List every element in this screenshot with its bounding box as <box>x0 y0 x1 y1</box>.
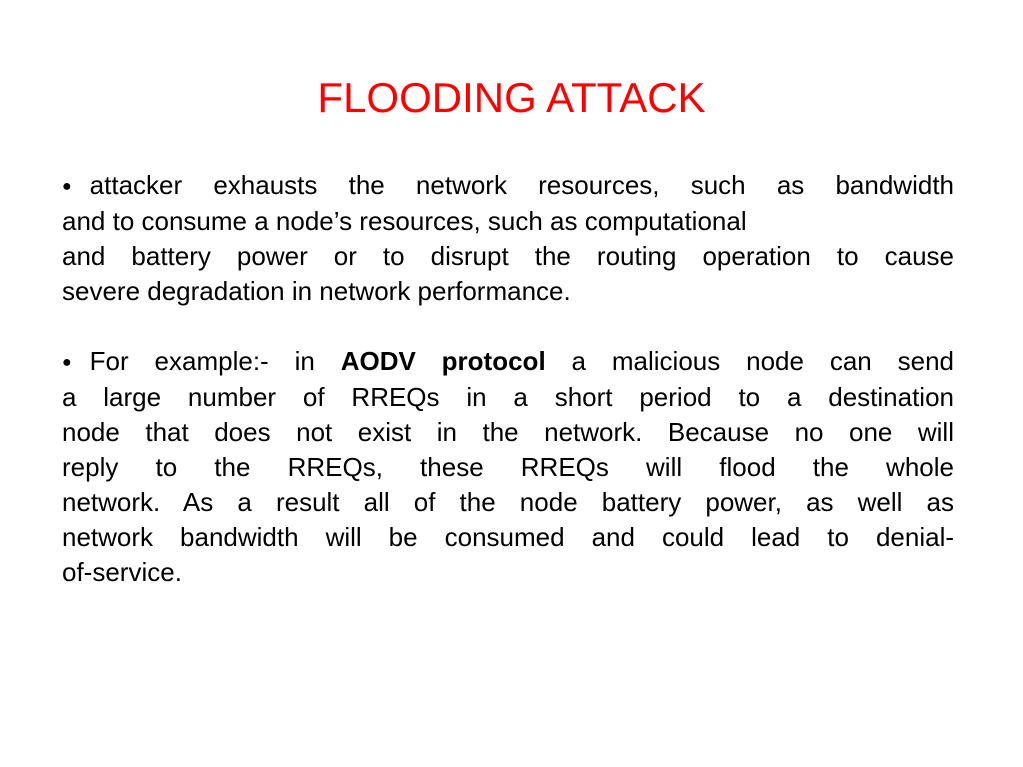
bullet-1-line-1-text: attacker exhausts the network resources, such as bandwidth <box>89 170 954 200</box>
bullet-2-tail-text: a malicious node can send <box>545 346 954 376</box>
bullet-1-line-4: severe degradation in network performance. <box>62 276 571 306</box>
slide-content <box>62 168 954 590</box>
bullet-dot-icon: ● <box>62 354 72 371</box>
slide-title: FLOODING ATTACK <box>317 74 706 121</box>
bullet-2-line-6: network bandwidth will be consumed and could lead to denial- <box>62 522 954 552</box>
bullet-2-lead-text: For example:- in <box>89 346 341 376</box>
bullet-paragraph-1 <box>62 168 954 309</box>
bullet-2-line-1 <box>62 344 954 380</box>
bullet-dot-icon: ● <box>62 178 72 195</box>
aodv-protocol-text: AODV protocol <box>340 346 546 376</box>
bullet-1-line-3: and battery power or to disrupt the routing operation to cause <box>62 241 954 271</box>
bullet-2-line-4: reply to the RREQs, these RREQs will flood the whole <box>62 452 954 482</box>
bullet-2-line-3: node that does not exist in the network. Because no one will <box>62 417 954 447</box>
bullet-1-line-1 <box>62 168 954 204</box>
bullet-2-line-5: network. As a result all of the node battery power, as well as <box>62 487 954 517</box>
bullet-2-line-2: a large number of RREQs in a short period to a destination <box>62 382 954 412</box>
bullet-paragraph-2 <box>62 344 954 590</box>
bullet-1-line-2: and to consume a node’s resources, such as computational <box>62 206 747 236</box>
bullet-2-line-7: of-service. <box>62 557 182 587</box>
